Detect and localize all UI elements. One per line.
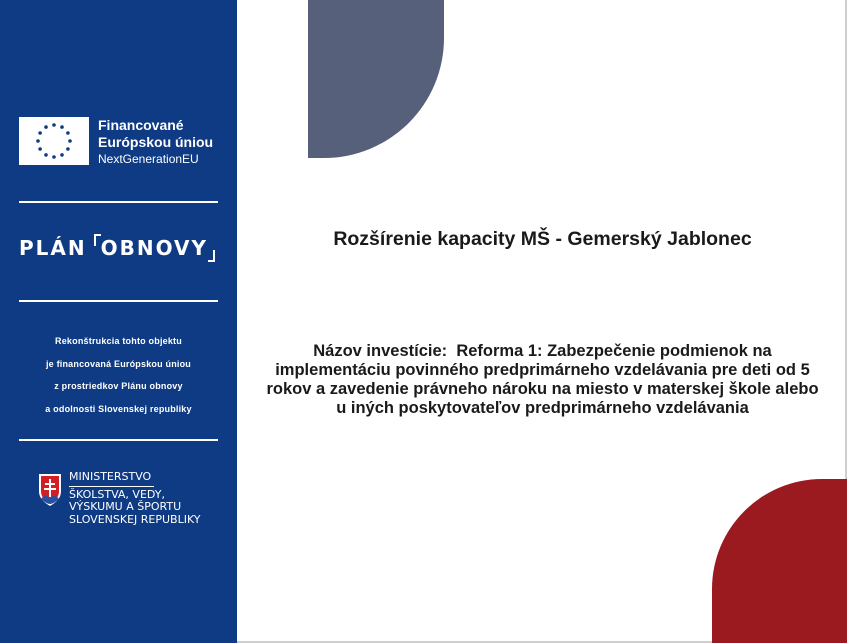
- divider: [19, 300, 218, 302]
- investment-description: [262, 342, 823, 418]
- investment-text: Reforma 1: Zabezpečenie podmienok na implementáciu povinného predprimárneho vzdelávania pre deti od 5 rokov a zavedenie právneho nároku na miesto v materskej škole alebo u iných poskytovateľov predprimárneho vzdelávania: [266, 342, 819, 417]
- eu-line-1: Financované: [98, 117, 184, 133]
- funding-statement: [19, 330, 218, 420]
- sidebar: [0, 0, 237, 643]
- plan-obnovy-logo: [19, 236, 229, 260]
- funding-line-1: Rekonštrukcia tohto objektu: [55, 336, 182, 346]
- funding-line-4: a odolnosti Slovenskej republiky: [45, 403, 192, 414]
- funding-line-3: z prostriedkov Plánu obnovy: [54, 381, 183, 391]
- eu-flag-icon: [19, 117, 89, 165]
- ministry-line-2: ŠKOLSTVA, VEDY,: [69, 487, 165, 501]
- page-title: Rozšírenie kapacity MŠ - Gemerský Jablonec: [333, 228, 752, 250]
- slovak-coat-of-arms-icon: [38, 473, 62, 507]
- obnovy-word: OBNOVY: [100, 236, 209, 260]
- eu-line-2: Európskou úniou: [98, 134, 214, 150]
- investment-label: Názov investície:: [313, 342, 448, 360]
- ministry-line-3: VÝSKUMU A ŠPORTU: [69, 500, 182, 513]
- obnovy-bracket: [96, 236, 213, 260]
- eu-line-3: NextGenerationEU: [98, 152, 199, 166]
- divider: [19, 201, 218, 203]
- funding-line-2: je financovaná Európskou úniou: [45, 358, 192, 369]
- ministry-line-1: MINISTERSTVO: [69, 471, 154, 487]
- ministry-label: [69, 471, 201, 526]
- ministry-line-4: SLOVENSKEJ REPUBLIKY: [69, 512, 201, 526]
- eu-funding-label: [98, 117, 213, 167]
- divider: [19, 439, 218, 441]
- plan-word: PLÁN: [19, 236, 87, 260]
